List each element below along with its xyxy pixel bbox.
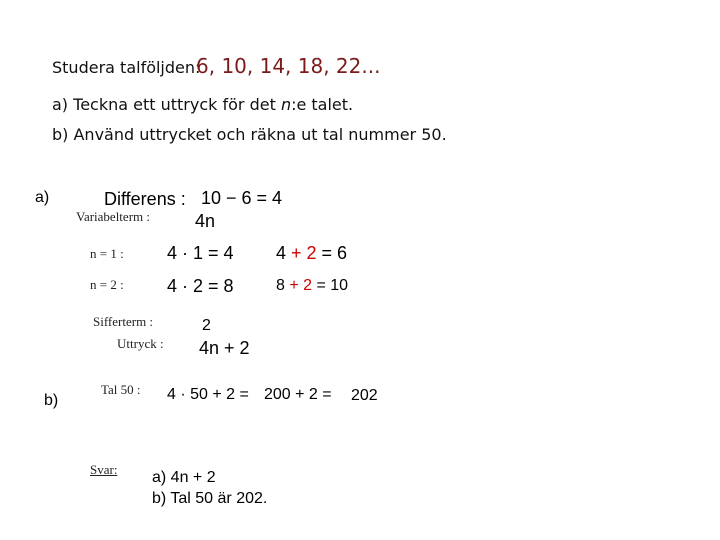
svar-line-b: b) Tal 50 är 202.	[152, 490, 268, 507]
differens-calc: 10 − 6 = 4	[201, 188, 283, 208]
question-a-variable: n	[280, 95, 292, 114]
row2-sum-left: 8	[276, 277, 290, 294]
svar-line-a: a) 4n + 2	[152, 469, 216, 486]
part-b-label: b)	[44, 392, 59, 409]
tal50-label: Tal 50 :	[101, 382, 141, 397]
tal50-calc-b: 200 + 2 =	[264, 386, 332, 403]
row2-sum-right: = 10	[312, 277, 349, 294]
question-a-prefix: a) Teckna ett uttryck för det	[52, 95, 281, 114]
row1-sum	[276, 244, 347, 262]
uttryck-label: Uttryck :	[117, 336, 164, 351]
question-b: b) Använd uttrycket och räkna ut tal nummer 50.	[52, 125, 447, 144]
part-a-label: a)	[35, 189, 50, 206]
tal50-result: 202	[351, 387, 378, 404]
question-a	[52, 97, 353, 113]
row1-sum-right: = 6	[316, 243, 348, 263]
variabelterm-value: 4n	[195, 211, 216, 231]
row1-sum-plus2: + 2	[291, 243, 317, 263]
sifferterm-label: Sifferterm :	[93, 314, 154, 329]
variabelterm-label: Variabelterm :	[76, 209, 150, 224]
tal50-calc-a: 4 · 50 + 2 =	[167, 386, 249, 403]
row1-sum-left: 4	[276, 243, 292, 263]
question-a-suffix: :e talet.	[291, 95, 354, 114]
row1-n-label: n = 1 :	[90, 246, 124, 261]
row2-sum	[276, 278, 348, 294]
row2-calc: 4 · 2 = 8	[167, 276, 234, 296]
prompt-text: Studera talföljden:	[52, 58, 201, 77]
row2-sum-plus2: + 2	[289, 277, 313, 294]
uttryck-value: 4n + 2	[199, 338, 250, 358]
row2-n-label: n = 2 :	[90, 277, 124, 292]
sifferterm-value: 2	[202, 317, 211, 334]
differens-label: Differens :	[104, 189, 186, 209]
row1-calc: 4 · 1 = 4	[167, 243, 234, 263]
svar-label: Svar:	[90, 462, 118, 477]
sequence-text: 6, 10, 14, 18, 22...	[196, 54, 381, 78]
